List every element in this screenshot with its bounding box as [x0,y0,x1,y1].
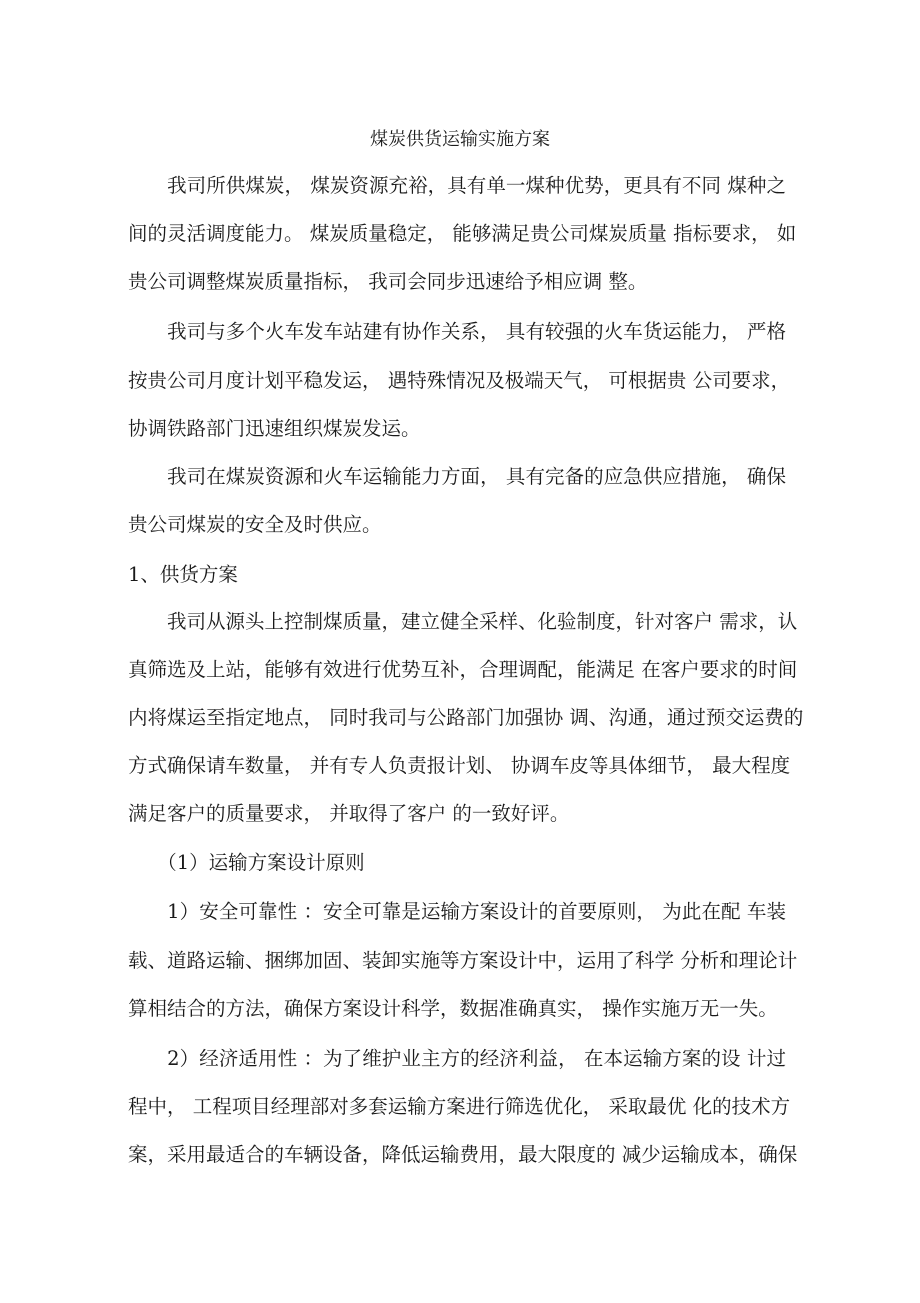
paragraph-line: 真筛选及上站，能够有效进行优势互补，合理调配，能满足 在客户要求的时间 [128,658,798,681]
paragraph-line: 方式确保请车数量， 并有专人负责报计划、 协调车皮等具体细节， 最大程度 [128,754,791,777]
paragraph-line: 我司在煤炭资源和火车运输能力方面， 具有完备的应急供应措施， 确保 [128,465,786,488]
paragraph-line: 载、道路运输、捆绑加固、装卸实施等方案设计中，运用了科学 分析和理论计 [128,949,798,972]
paragraph-line: 我司与多个火车发车站建有协作关系， 具有较强的火车货运能力， 严格 [128,320,786,343]
paragraph-line: 内将煤运至指定地点， 同时我司与公路部门加强协 调、沟通，通过预交运费的 [128,706,804,729]
paragraph-line: 我司所供煤炭， 煤炭资源充裕，具有单一煤种优势，更具有不同 煤种之 [128,174,786,197]
paragraph-line: 算相结合的方法，确保方案设计科学，数据准确真实， 操作实施万无一失。 [128,997,778,1020]
section-heading: 1、供货方案 [128,563,238,586]
document-title: 煤炭供货运输实施方案 [370,129,550,150]
paragraph-line: 贵公司调整煤炭质量指标， 我司会同步迅速给予相应调 整。 [128,270,648,293]
paragraph-line: 间的灵活调度能力。 煤炭质量稳定， 能够满足贵公司煤炭质量 指标要求， 如 [128,222,797,245]
paragraph-line: 程中， 工程项目经理部对多套运输方案进行筛选优化， 采取最优 化的技术方 [128,1095,791,1118]
paragraph-line: 协调铁路部门迅速组织煤炭发运。 [128,417,421,440]
subsection-heading: （1）运输方案设计原则 [128,851,365,874]
paragraph-line: 满足客户的质量要求， 并取得了客户 的一致好评。 [128,802,570,825]
paragraph-line: 按贵公司月度计划平稳发运， 遇特殊情况及极端天气， 可根据贵 公司要求， [128,369,791,392]
paragraph-line: 案，采用最适合的车辆设备，降低运输费用，最大限度的 减少运输成本，确保 [128,1143,798,1166]
paragraph-line: 1）安全可靠性 ：安全可靠是运输方案设计的首要原则， 为此在配 车装 [128,900,786,923]
paragraph-line: 贵公司煤炭的安全及时供应。 [128,513,382,536]
paragraph-line: 我司从源头上控制煤质量，建立健全采样、化验制度，针对客户 需求，认 [128,610,798,633]
paragraph-line: 2）经济适用性 ：为了维护业主方的经济利益， 在本运输方案的设 计过 [128,1047,786,1070]
